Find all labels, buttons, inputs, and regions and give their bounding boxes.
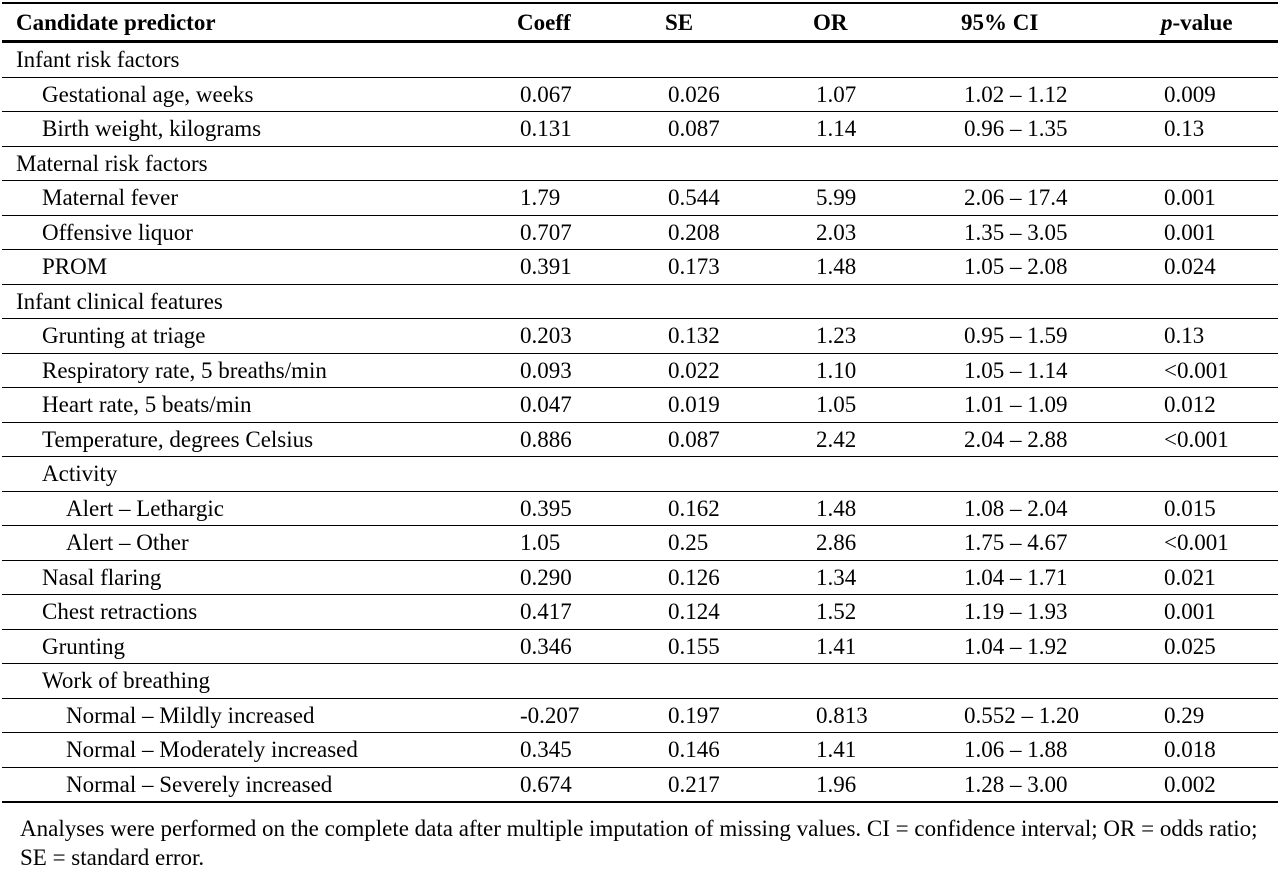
ci-cell: 1.04 – 1.71 [961, 560, 1161, 595]
or-cell: 5.99 [813, 181, 961, 216]
or-cell [813, 42, 961, 78]
ci-cell: 0.552 – 1.20 [961, 698, 1161, 733]
se-cell: 0.208 [665, 215, 813, 250]
ci-cell [961, 664, 1161, 699]
coeff-cell: 0.391 [517, 250, 665, 285]
predictor-cell: Normal – Severely increased [2, 767, 517, 802]
ci-cell: 1.35 – 3.05 [961, 215, 1161, 250]
ci-cell: 1.02 – 1.12 [961, 77, 1161, 112]
table-row [2, 767, 1278, 802]
se-cell: 0.026 [665, 77, 813, 112]
ci-cell: 0.95 – 1.59 [961, 319, 1161, 354]
se-cell: 0.132 [665, 319, 813, 354]
se-cell: 0.146 [665, 733, 813, 768]
table-row [2, 353, 1278, 388]
se-cell: 0.124 [665, 595, 813, 630]
or-cell: 1.48 [813, 491, 961, 526]
table-row [2, 664, 1278, 699]
ci-cell: 0.96 – 1.35 [961, 112, 1161, 147]
se-cell: 0.25 [665, 526, 813, 561]
predictor-cell: Maternal fever [2, 181, 517, 216]
table-row [2, 733, 1278, 768]
predictor-cell: Birth weight, kilograms [2, 112, 517, 147]
ci-cell: 2.06 – 17.4 [961, 181, 1161, 216]
se-cell: 0.544 [665, 181, 813, 216]
table-row [2, 526, 1278, 561]
se-cell [665, 42, 813, 78]
or-cell: 1.52 [813, 595, 961, 630]
header-p-italic: p [1161, 9, 1173, 35]
or-cell: 2.03 [813, 215, 961, 250]
coeff-cell: 0.067 [517, 77, 665, 112]
results-table [2, 2, 1278, 803]
se-cell [665, 457, 813, 492]
p-value-cell [1161, 284, 1278, 319]
table-row [2, 284, 1278, 319]
coeff-cell: 1.05 [517, 526, 665, 561]
table-row [2, 388, 1278, 423]
predictor-cell: Nasal flaring [2, 560, 517, 595]
predictor-cell: Gestational age, weeks [2, 77, 517, 112]
header-row [2, 3, 1278, 42]
table-row [2, 112, 1278, 147]
predictor-cell: Temperature, degrees Celsius [2, 422, 517, 457]
se-cell [665, 146, 813, 181]
coeff-cell [517, 664, 665, 699]
coeff-cell: 0.345 [517, 733, 665, 768]
or-cell: 1.10 [813, 353, 961, 388]
table-footnote: Analyses were performed on the complete data after multiple imputation of missing values. CI = confidence interval; OR = odds ratio; SE = standard error. [20, 816, 1258, 870]
table-row [2, 595, 1278, 630]
or-cell [813, 284, 961, 319]
coeff-cell [517, 42, 665, 78]
predictor-cell: Infant clinical features [2, 284, 517, 319]
table-row [2, 629, 1278, 664]
p-value-cell: <0.001 [1161, 353, 1278, 388]
table-row [2, 560, 1278, 595]
ci-cell [961, 457, 1161, 492]
p-value-cell: 0.002 [1161, 767, 1278, 802]
table-row [2, 422, 1278, 457]
p-value-cell: 0.021 [1161, 560, 1278, 595]
or-cell [813, 664, 961, 699]
ci-cell: 2.04 – 2.88 [961, 422, 1161, 457]
or-cell: 1.05 [813, 388, 961, 423]
p-value-cell [1161, 146, 1278, 181]
predictor-cell: Normal – Moderately increased [2, 733, 517, 768]
se-cell [665, 284, 813, 319]
table-row [2, 457, 1278, 492]
se-cell: 0.162 [665, 491, 813, 526]
se-cell [665, 664, 813, 699]
ci-cell: 1.08 – 2.04 [961, 491, 1161, 526]
se-cell: 0.087 [665, 112, 813, 147]
or-cell [813, 146, 961, 181]
ci-cell: 1.06 – 1.88 [961, 733, 1161, 768]
p-value-cell: 0.13 [1161, 112, 1278, 147]
coeff-cell: 0.131 [517, 112, 665, 147]
ci-cell: 1.75 – 4.67 [961, 526, 1161, 561]
predictor-cell: Activity [2, 457, 517, 492]
coeff-cell: 0.290 [517, 560, 665, 595]
header-or: OR [813, 3, 961, 42]
predictor-cell: Alert – Lethargic [2, 491, 517, 526]
predictor-cell: Grunting at triage [2, 319, 517, 354]
p-value-cell: 0.001 [1161, 215, 1278, 250]
table-body [2, 42, 1278, 803]
predictor-cell: Chest retractions [2, 595, 517, 630]
header-p-rest: -value [1172, 9, 1233, 35]
predictor-cell: Infant risk factors [2, 42, 517, 78]
header-ci: 95% CI [961, 3, 1161, 42]
or-cell: 2.42 [813, 422, 961, 457]
or-cell: 1.41 [813, 733, 961, 768]
ci-cell [961, 42, 1161, 78]
or-cell: 1.41 [813, 629, 961, 664]
predictor-cell: Normal – Mildly increased [2, 698, 517, 733]
coeff-cell: 0.203 [517, 319, 665, 354]
coeff-cell: 0.395 [517, 491, 665, 526]
table-row [2, 250, 1278, 285]
coeff-cell [517, 146, 665, 181]
ci-cell: 1.01 – 1.09 [961, 388, 1161, 423]
or-cell: 1.07 [813, 77, 961, 112]
se-cell: 0.197 [665, 698, 813, 733]
table-row [2, 42, 1278, 78]
table-row [2, 698, 1278, 733]
se-cell: 0.155 [665, 629, 813, 664]
header-p-value [1161, 3, 1278, 42]
p-value-cell: 0.001 [1161, 181, 1278, 216]
p-value-cell: 0.001 [1161, 595, 1278, 630]
ci-cell: 1.05 – 2.08 [961, 250, 1161, 285]
or-cell [813, 457, 961, 492]
se-cell: 0.019 [665, 388, 813, 423]
predictor-cell: Work of breathing [2, 664, 517, 699]
se-cell: 0.217 [665, 767, 813, 802]
p-value-cell: 0.015 [1161, 491, 1278, 526]
ci-cell [961, 146, 1161, 181]
or-cell: 1.34 [813, 560, 961, 595]
p-value-cell [1161, 42, 1278, 78]
ci-cell: 1.05 – 1.14 [961, 353, 1161, 388]
se-cell: 0.022 [665, 353, 813, 388]
coeff-cell: 0.047 [517, 388, 665, 423]
coeff-cell: 0.093 [517, 353, 665, 388]
coeff-cell: 0.346 [517, 629, 665, 664]
table-row [2, 77, 1278, 112]
p-value-cell: 0.024 [1161, 250, 1278, 285]
table-row [2, 215, 1278, 250]
predictor-cell: Respiratory rate, 5 breaths/min [2, 353, 517, 388]
header-predictor: Candidate predictor [2, 3, 517, 42]
coeff-cell: 0.886 [517, 422, 665, 457]
p-value-cell [1161, 664, 1278, 699]
or-cell: 0.813 [813, 698, 961, 733]
table-row [2, 181, 1278, 216]
or-cell: 1.14 [813, 112, 961, 147]
ci-cell: 1.04 – 1.92 [961, 629, 1161, 664]
p-value-cell: 0.025 [1161, 629, 1278, 664]
header-se: SE [665, 3, 813, 42]
coeff-cell [517, 284, 665, 319]
p-value-cell: <0.001 [1161, 422, 1278, 457]
or-cell: 1.48 [813, 250, 961, 285]
table-header [2, 3, 1278, 42]
coeff-cell: 0.417 [517, 595, 665, 630]
or-cell: 2.86 [813, 526, 961, 561]
predictor-cell: Offensive liquor [2, 215, 517, 250]
coeff-cell: -0.207 [517, 698, 665, 733]
p-value-cell [1161, 457, 1278, 492]
ci-cell: 1.28 – 3.00 [961, 767, 1161, 802]
p-value-cell: 0.13 [1161, 319, 1278, 354]
coeff-cell [517, 457, 665, 492]
or-cell: 1.23 [813, 319, 961, 354]
coeff-cell: 0.707 [517, 215, 665, 250]
header-coeff: Coeff [517, 3, 665, 42]
ci-cell [961, 284, 1161, 319]
predictor-cell: PROM [2, 250, 517, 285]
predictor-cell: Heart rate, 5 beats/min [2, 388, 517, 423]
table-row [2, 491, 1278, 526]
se-cell: 0.173 [665, 250, 813, 285]
p-value-cell: 0.018 [1161, 733, 1278, 768]
coeff-cell: 0.674 [517, 767, 665, 802]
p-value-cell: <0.001 [1161, 526, 1278, 561]
ci-cell: 1.19 – 1.93 [961, 595, 1161, 630]
p-value-cell: 0.009 [1161, 77, 1278, 112]
table-row [2, 319, 1278, 354]
se-cell: 0.126 [665, 560, 813, 595]
p-value-cell: 0.012 [1161, 388, 1278, 423]
se-cell: 0.087 [665, 422, 813, 457]
p-value-cell: 0.29 [1161, 698, 1278, 733]
predictor-cell: Maternal risk factors [2, 146, 517, 181]
predictor-cell: Alert – Other [2, 526, 517, 561]
coeff-cell: 1.79 [517, 181, 665, 216]
table-row [2, 146, 1278, 181]
or-cell: 1.96 [813, 767, 961, 802]
predictor-cell: Grunting [2, 629, 517, 664]
